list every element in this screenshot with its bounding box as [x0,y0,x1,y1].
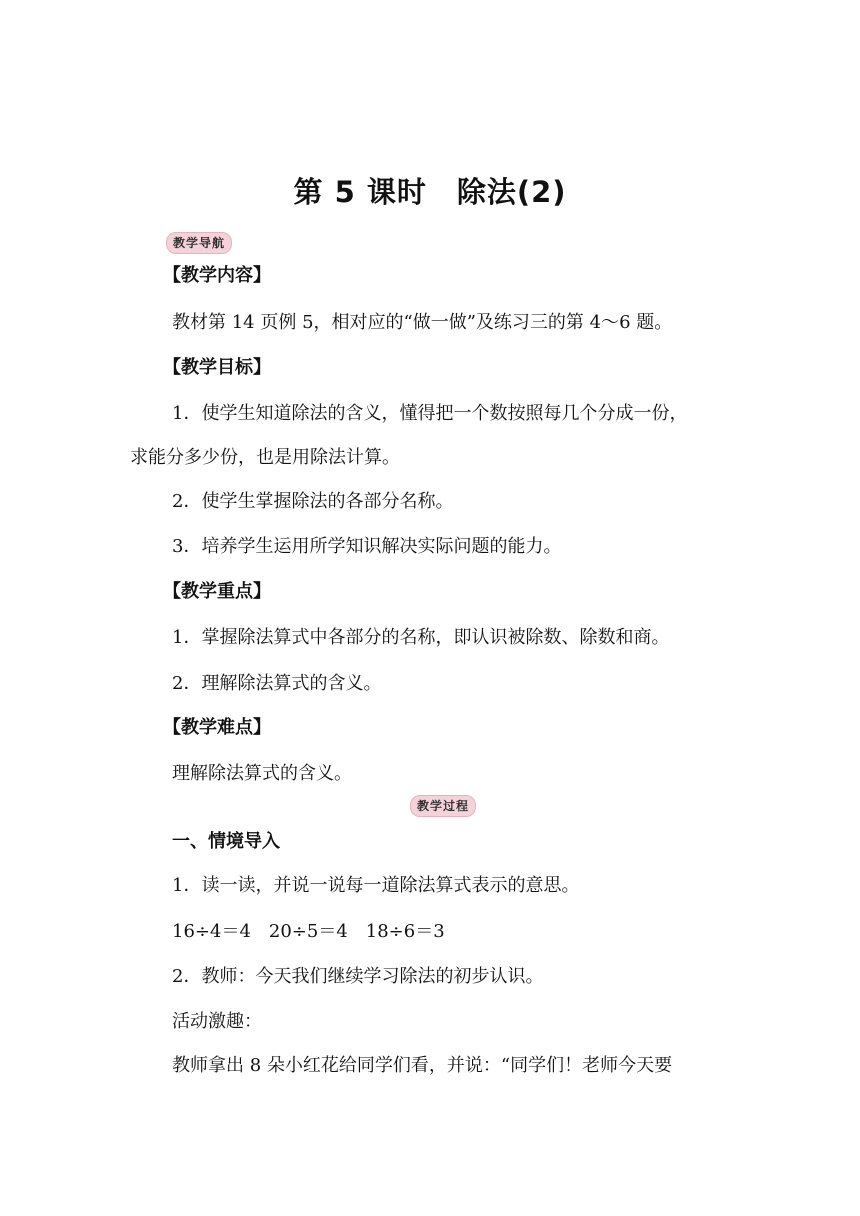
key-heading: 【教学重点】 [163,581,271,602]
page-title: 第 5 课时 除法(2) [293,175,567,209]
content-heading: 【教学内容】 [163,265,271,286]
goal-1-line-2: 求能分多少份，也是用除法计算。 [130,447,400,468]
step-2: 2．教师：今天我们继续学习除法的初步认识。 [172,966,544,987]
badge-label: 教学过程 [417,799,470,813]
content-text: 教材第 14 页例 5，相对应的“做一做”及练习三的第 4～6 题。 [172,312,673,333]
activity-label: 活动激趣： [172,1011,262,1032]
key-2: 2．理解除法算式的含义。 [172,673,382,694]
activity-text: 教师拿出 8 朵小红花给同学们看，并说：“同学们！老师今天要 [172,1055,673,1076]
badge-label: 教学导航 [173,236,226,250]
teaching-guide-badge [166,232,232,254]
difficulty-text: 理解除法算式的含义。 [172,763,352,784]
intro-heading: 一、情境导入 [172,831,280,852]
goal-1-line-1: 1．使学生知道除法的含义，懂得把一个数按照每几个分成一份， [172,403,688,424]
key-1: 1．掌握除法算式中各部分的名称，即认识被除数、除数和商。 [172,627,670,648]
step-1: 1．读一读，并说一说每一道除法算式表示的意思。 [172,875,580,896]
difficulty-heading: 【教学难点】 [163,717,271,738]
goals-heading: 【教学目标】 [163,357,271,378]
equations: 16÷4＝4 20÷5＝4 18÷6＝3 [172,921,445,942]
teaching-process-badge [410,795,476,817]
goal-3: 3．培养学生运用所学知识解决实际问题的能力。 [172,536,562,557]
goal-2: 2．使学生掌握除法的各部分名称。 [172,491,454,512]
